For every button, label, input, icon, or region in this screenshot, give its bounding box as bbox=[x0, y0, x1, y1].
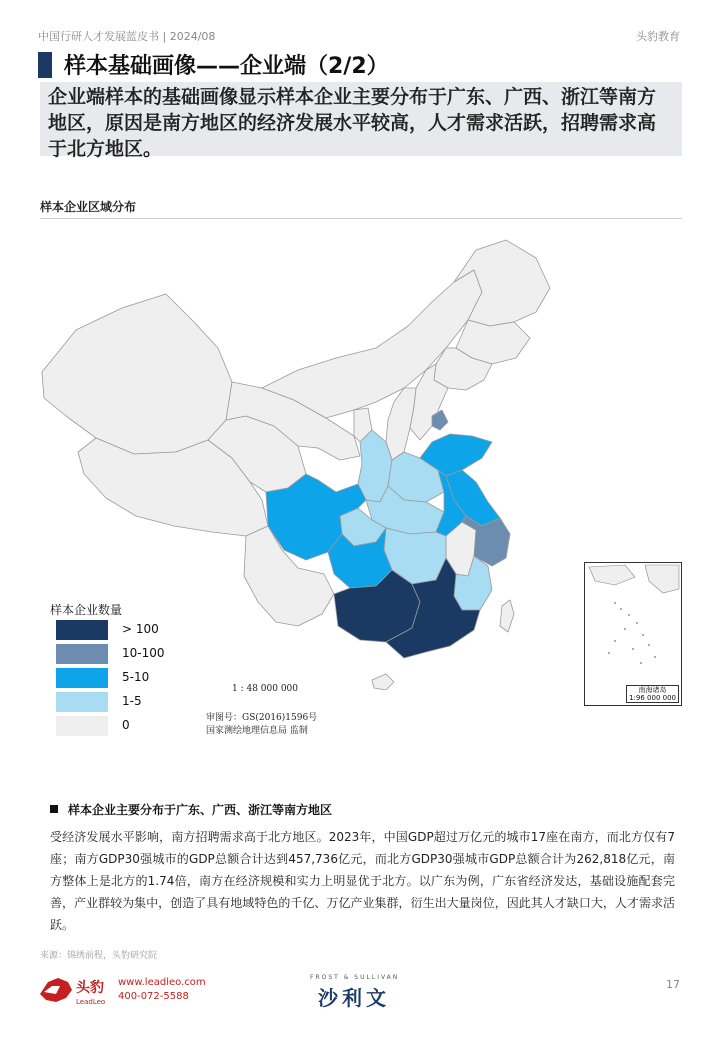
legend-label: 1-5 bbox=[122, 694, 142, 708]
legend-label: > 100 bbox=[122, 622, 159, 636]
legend-swatch bbox=[56, 692, 108, 712]
approval-org: 国家测绘地理信息局 监制 bbox=[206, 726, 308, 736]
legend-item bbox=[56, 644, 196, 664]
inset-label: 南海诸岛 1:96 000 000 bbox=[626, 685, 679, 703]
website-link[interactable]: www.leadleo.com bbox=[118, 977, 206, 988]
logo-cn: 头豹 bbox=[76, 980, 104, 996]
source-note: 来源：锦绣前程，头豹研究院 bbox=[40, 951, 158, 961]
bullet-square-icon bbox=[50, 805, 58, 813]
partner-name-cn: 沙利文 bbox=[318, 986, 390, 1010]
report-name: 中国行研人才发展蓝皮书 | 2024/08 bbox=[38, 30, 216, 43]
summary-box: 企业端样本的基础画像显示样本企业主要分布于广东、广西、浙江等南方地区，原因是南方地区的经济发展水平较高，人才需求活跃，招聘需求高于北方地区。 bbox=[40, 82, 682, 156]
section-divider bbox=[40, 218, 682, 219]
page-number: 17 bbox=[666, 978, 680, 991]
legend-swatch bbox=[56, 668, 108, 688]
map-section-title: 样本企业区域分布 bbox=[40, 200, 137, 214]
legend-item bbox=[56, 716, 196, 736]
map-scale: 1 : 48 000 000 bbox=[232, 684, 299, 694]
legend-label: 0 bbox=[122, 718, 130, 732]
bullet-heading bbox=[50, 801, 332, 818]
contact-info bbox=[118, 976, 206, 1004]
body-paragraph: 受经济发展水平影响，南方招聘需求高于北方地区。2023年，中国GDP超过万亿元的城市17座在南方，而北方仅有7座；南方GDP30强城市的GDP总额合计达到457,736亿元，而北方GDP30强城市GDP总额合计为262,818亿元，南方整体上是北方的1.74倍，南方在经济规模和实力上明显优于北方。以广东为例，广东省经济发达，基础设施配套完善，产业群较为集中，创造了具有地域特色的千亿、万亿产业集群，衍生出大量岗位，因此其人才缺口大，人才需求活跃。 bbox=[50, 830, 675, 932]
title-accent-bar bbox=[38, 52, 52, 78]
region-inner-mongolia bbox=[262, 270, 482, 418]
south-china-sea-inset bbox=[584, 562, 682, 706]
legend-label: 10-100 bbox=[122, 646, 165, 660]
page-title: 样本基础画像——企业端（2/2） bbox=[64, 54, 389, 79]
partner-name-en: FROST & SULLIVAN bbox=[310, 974, 400, 981]
region-taiwan bbox=[500, 600, 514, 632]
brand-name: 头豹教育 bbox=[636, 30, 680, 43]
phone-number: 400-072-5588 bbox=[118, 991, 189, 1002]
approval-number: 审图号：GS(2016)1596号 bbox=[206, 713, 318, 723]
region-hainan bbox=[372, 674, 394, 690]
legend-label: 5-10 bbox=[122, 670, 150, 684]
legend-item bbox=[56, 620, 196, 640]
legend-item bbox=[56, 668, 196, 688]
legend-item bbox=[56, 692, 196, 712]
legend-swatch bbox=[56, 644, 108, 664]
region-xinjiang bbox=[42, 294, 232, 454]
map-approval bbox=[206, 712, 317, 738]
inset-map bbox=[585, 563, 681, 673]
bullet-heading-text: 样本企业主要分布于广东、广西、浙江等南方地区 bbox=[68, 803, 333, 817]
legend-swatch bbox=[56, 620, 108, 640]
legend-swatch bbox=[56, 716, 108, 736]
logo-en: LeadLeo bbox=[76, 998, 106, 1006]
legend-title: 样本企业数量 bbox=[50, 603, 123, 617]
